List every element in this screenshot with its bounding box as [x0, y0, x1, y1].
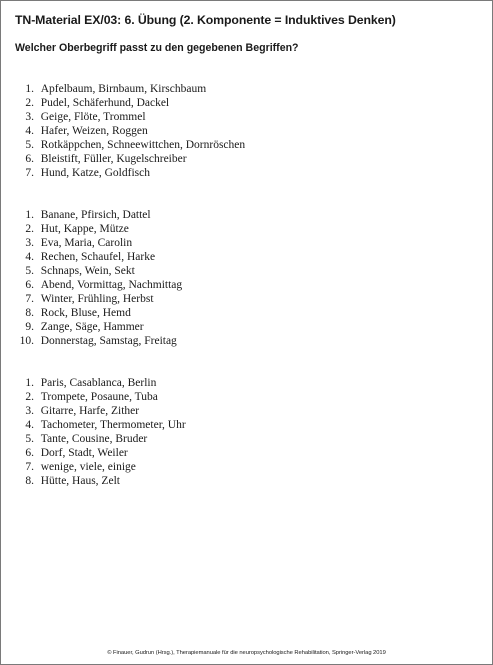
item-terms: Eva, Maria, Carolin	[40, 237, 133, 249]
list-item	[13, 110, 245, 124]
list-item	[13, 320, 182, 334]
item-number: 1.	[25, 83, 34, 95]
item-terms: Abend, Vormittag, Nachmittag	[40, 279, 183, 291]
item-terms: Apfelbaum, Birnbaum, Kirschbaum	[40, 83, 207, 95]
item-number: 7.	[25, 167, 34, 179]
item-terms: Banane, Pfirsich, Dattel	[40, 209, 151, 221]
item-number: 4.	[25, 251, 34, 263]
item-number: 5.	[25, 433, 34, 445]
exercise-list-1	[13, 82, 245, 180]
list-item	[13, 474, 186, 488]
list-item	[13, 334, 182, 348]
item-number: 7.	[25, 293, 34, 305]
item-number: 2.	[25, 223, 34, 235]
item-number: 9.	[25, 321, 34, 333]
item-terms: Schnaps, Wein, Sekt	[40, 265, 135, 277]
item-number: 8.	[25, 307, 34, 319]
item-number: 6.	[25, 447, 34, 459]
list-item	[13, 390, 186, 404]
item-number: 2.	[25, 97, 34, 109]
list-item	[13, 264, 182, 278]
item-terms: Rotkäppchen, Schneewittchen, Dornröschen	[40, 139, 246, 151]
item-terms: Trompete, Posaune, Tuba	[40, 391, 158, 403]
page-title: TN-Material EX/03: 6. Übung (2. Komponente = Induktives Denken)	[15, 13, 396, 27]
list-item	[13, 446, 186, 460]
list-item	[13, 404, 186, 418]
item-terms: Winter, Frühling, Herbst	[40, 293, 154, 305]
list-item	[13, 208, 182, 222]
list-item	[13, 152, 245, 166]
list-item	[13, 250, 182, 264]
instruction-text: Welcher Oberbegriff passt zu den gegebenen Begriffen?	[15, 42, 299, 54]
list-item	[13, 124, 245, 138]
list-item	[13, 82, 245, 96]
list-item	[13, 418, 186, 432]
item-number: 8.	[25, 475, 34, 487]
item-terms: Bleistift, Füller, Kugelschreiber	[40, 153, 187, 165]
item-number: 7.	[25, 461, 34, 473]
copyright-footer: © Finauer, Gudrun (Hrsg.), Therapiemanuale für die neuropsychologische Rehabilitation, Springer-Verlag 2019	[107, 650, 386, 656]
exercise-list-2	[13, 208, 182, 348]
list-item	[13, 138, 245, 152]
item-terms: Paris, Casablanca, Berlin	[40, 377, 157, 389]
item-terms: Rock, Bluse, Hemd	[40, 307, 131, 319]
item-terms: Geige, Flöte, Trommel	[40, 111, 146, 123]
list-item	[13, 460, 186, 474]
item-number: 3.	[25, 405, 34, 417]
list-item	[13, 432, 186, 446]
exercise-list-3	[13, 376, 186, 488]
item-terms: Pudel, Schäferhund, Dackel	[40, 97, 170, 109]
item-number: 1.	[25, 209, 34, 221]
item-terms: Hafer, Weizen, Roggen	[40, 125, 148, 137]
list-item	[13, 96, 245, 110]
item-number: 3.	[25, 111, 34, 123]
item-number: 6.	[25, 279, 34, 291]
list-item	[13, 292, 182, 306]
list-item	[13, 166, 245, 180]
item-terms: Donnerstag, Samstag, Freitag	[40, 335, 177, 347]
item-terms: Gitarre, Harfe, Zither	[40, 405, 140, 417]
list-item	[13, 376, 186, 390]
list-item	[13, 236, 182, 250]
item-number: 5.	[25, 265, 34, 277]
item-terms: Rechen, Schaufel, Harke	[40, 251, 156, 263]
item-terms: Hütte, Haus, Zelt	[40, 475, 120, 487]
item-terms: Dorf, Stadt, Weiler	[40, 447, 128, 459]
item-terms: Hund, Katze, Goldfisch	[40, 167, 150, 179]
list-item	[13, 278, 182, 292]
item-terms: Tante, Cousine, Bruder	[40, 433, 148, 445]
list-item	[13, 306, 182, 320]
item-terms: wenige, viele, einige	[40, 461, 136, 473]
item-number: 1.	[25, 377, 34, 389]
list-item	[13, 222, 182, 236]
item-terms: Hut, Kappe, Mütze	[40, 223, 129, 235]
item-number: 10.	[19, 335, 34, 347]
item-number: 3.	[25, 237, 34, 249]
item-number: 6.	[25, 153, 34, 165]
item-number: 4.	[25, 419, 34, 431]
item-number: 4.	[25, 125, 34, 137]
item-number: 2.	[25, 391, 34, 403]
item-terms: Tachometer, Thermometer, Uhr	[40, 419, 186, 431]
item-number: 5.	[25, 139, 34, 151]
item-terms: Zange, Säge, Hammer	[40, 321, 144, 333]
